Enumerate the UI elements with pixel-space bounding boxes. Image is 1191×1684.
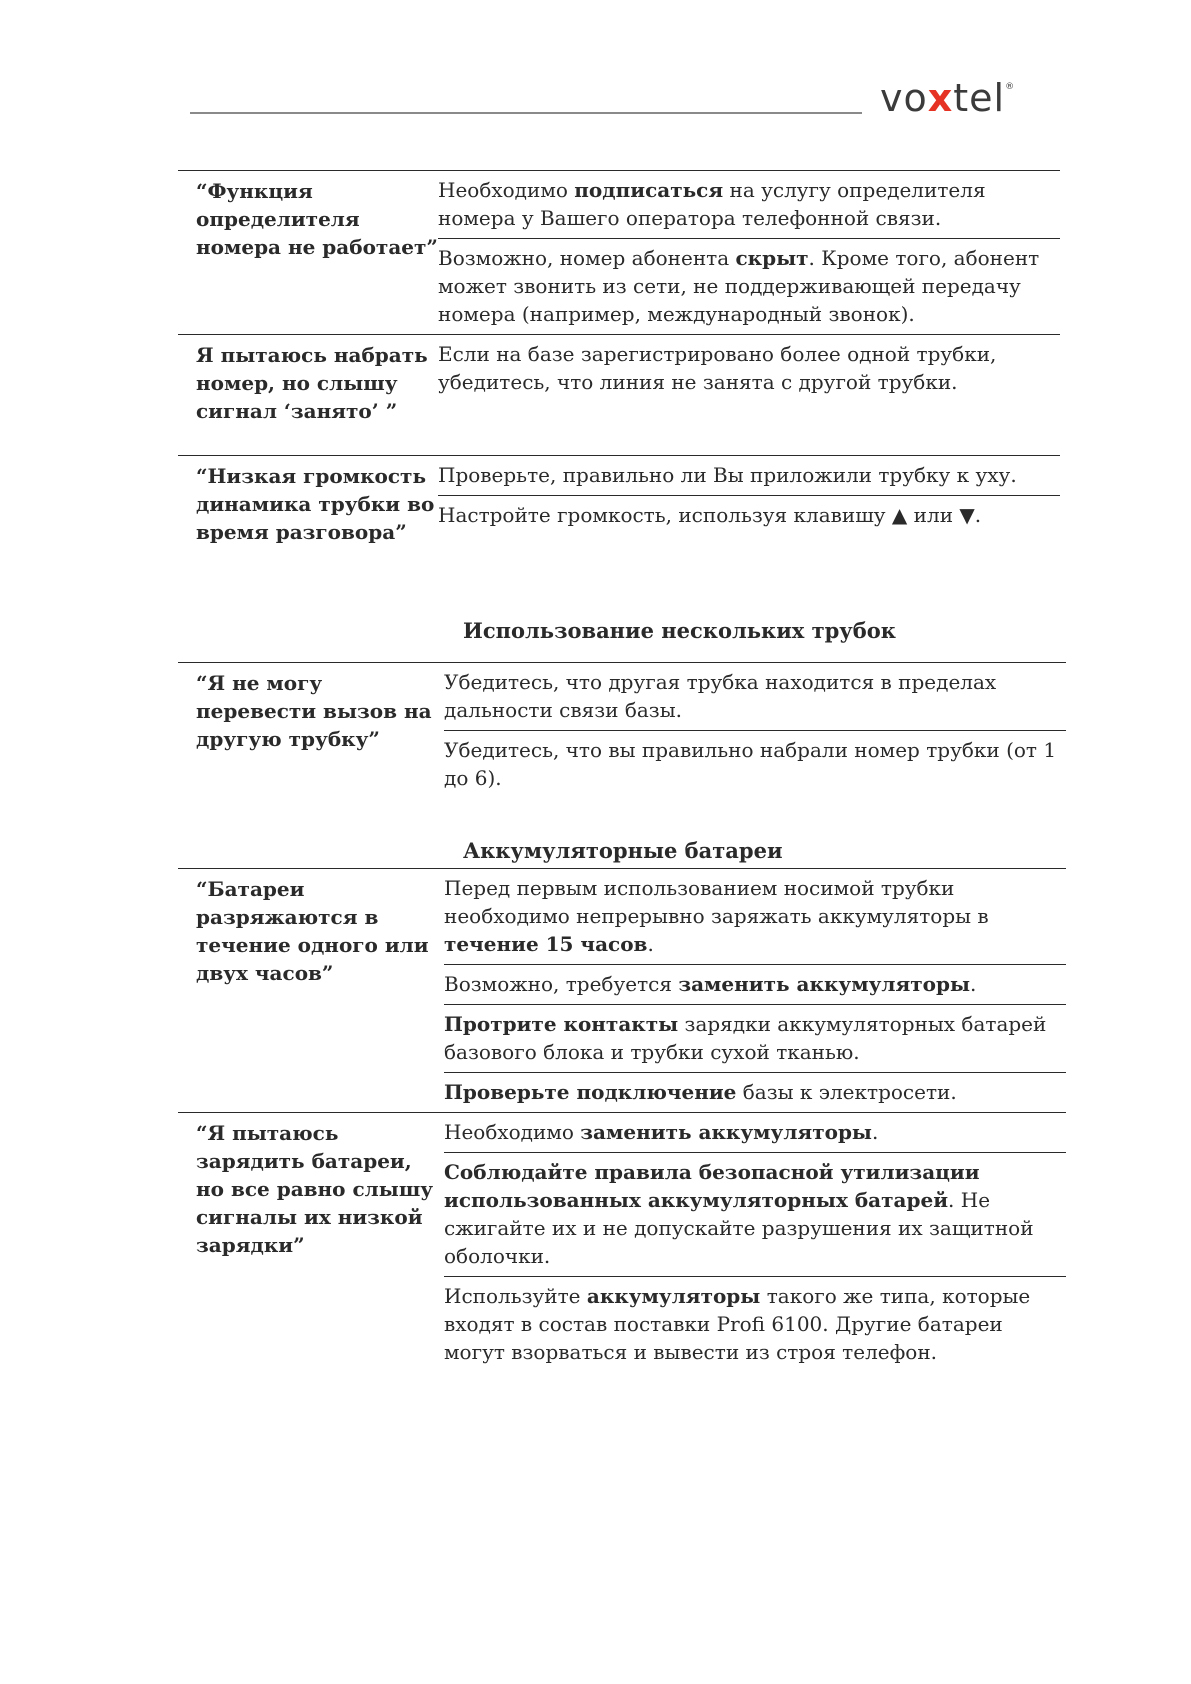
problem-text: Я пытаюсь набрать номер, но слышу сигнал ‘занято’ ” bbox=[196, 343, 428, 423]
solution-text: Возможно, требуется заменить аккумуляторы. bbox=[444, 964, 1066, 1004]
solution-text: Убедитесь, что другая трубка находится в пределах дальности связи базы. bbox=[444, 670, 997, 722]
solutions bbox=[444, 1113, 1066, 1372]
table-row bbox=[178, 662, 1066, 798]
solutions bbox=[444, 663, 1066, 798]
table-row bbox=[178, 868, 1066, 1112]
problem-text: “Я не могу перевести вызов на другую трубку” bbox=[196, 671, 432, 751]
solution-text: Перед первым использованием носимой трубки необходимо непрерывно заряжать аккумуляторы в течение 15 часов. bbox=[444, 876, 989, 956]
table-row bbox=[178, 1112, 1066, 1372]
section-heading-multiple-handsets: Использование нескольких трубок bbox=[463, 618, 896, 643]
solution-text: Если на базе зарегистрировано более одной трубки, убедитесь, что линия не занята с другой трубки. bbox=[438, 342, 997, 394]
table-row bbox=[178, 455, 1060, 546]
table-row bbox=[178, 334, 1060, 455]
solution-text: Используйте аккумуляторы такого же типа, которые входят в состав поставки Profi 6100. Другие батареи могут взорваться и вывести из строя телефон. bbox=[444, 1276, 1066, 1372]
section-heading-batteries: Аккумуляторные батареи bbox=[463, 838, 783, 863]
solution-text: Необходимо заменить аккумуляторы. bbox=[444, 1120, 879, 1144]
problem-text: “Функция определителя номера не работает” bbox=[196, 179, 438, 259]
solution-text: Соблюдайте правила безопасной утилизации использованных аккумуляторных батарей. Не сжигайте их и не допускайте разрушения их защитной оболочки. bbox=[444, 1152, 1066, 1276]
solution-text: Необходимо подписаться на услугу определителя номера у Вашего оператора телефонной связи. bbox=[438, 178, 986, 230]
problem-text: “Батареи разряжаются в течение одного или двух часов” bbox=[196, 877, 429, 985]
troubleshooting-table-batteries bbox=[178, 868, 1066, 1372]
solutions bbox=[438, 456, 1060, 546]
troubleshooting-table-handsets bbox=[178, 662, 1066, 798]
brand-logo: voxtel® bbox=[880, 76, 1016, 120]
problem-text: “Низкая громкость динамика трубки во время разговора” bbox=[196, 464, 435, 544]
solution-text: Возможно, номер абонента скрыт. Кроме того, абонент может звонить из сети, не поддерживающей передачу номера (например, международный звонок). bbox=[438, 238, 1060, 334]
solution-text: Проверьте, правильно ли Вы приложили трубку к уху. bbox=[438, 463, 1017, 487]
solution-text: Убедитесь, что вы правильно набрали номер трубки (от 1 до 6). bbox=[444, 730, 1066, 798]
solutions bbox=[438, 335, 1060, 455]
header-rule bbox=[190, 112, 862, 114]
table-row bbox=[178, 170, 1060, 334]
problem-text: “Я пытаюсь зарядить батареи, но все равно слышу сигналы их низкой зарядки” bbox=[196, 1121, 434, 1257]
solution-text: Проверьте подключение базы к электросети. bbox=[444, 1072, 1066, 1112]
solution-text: Протрите контакты зарядки аккумуляторных батарей базового блока и трубки сухой тканью. bbox=[444, 1004, 1066, 1072]
troubleshooting-table-caller-id bbox=[178, 170, 1060, 546]
solution-text: Настройте громкость, используя клавишу ▲ или ▼. bbox=[438, 495, 1060, 535]
solutions bbox=[444, 869, 1066, 1112]
solutions bbox=[438, 171, 1060, 334]
